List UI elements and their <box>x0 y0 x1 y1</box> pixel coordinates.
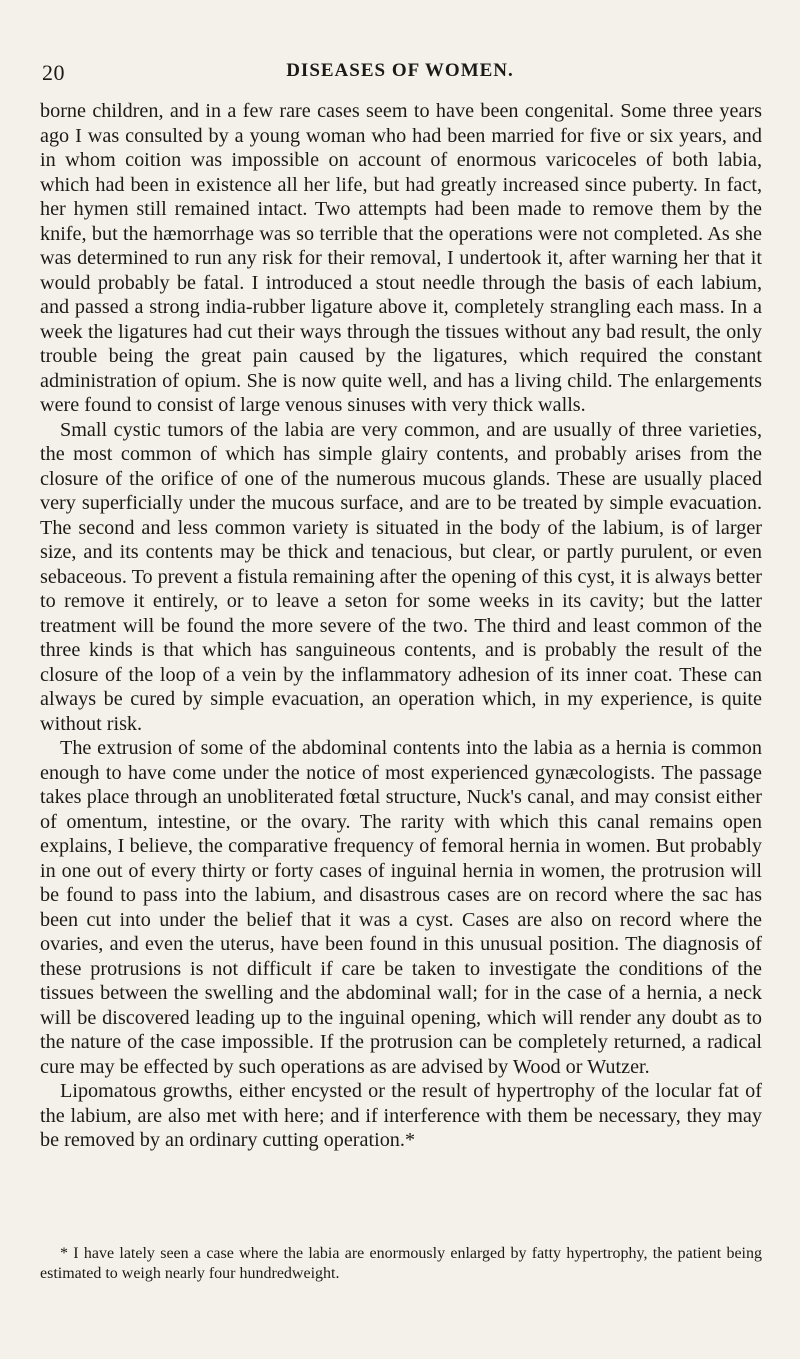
paragraph-hernia: The extrusion of some of the abdominal contents into the labia as a hernia is common enough to have come under the notice of most experienced gynæcologists. The passage takes place through an unobliterated fœtal structure, Nuck's canal, and may consist either of omentum, intestine, or the ovary. The rarity with which this canal remains open explains, I believe, the comparative frequency of femoral hernia in women. But probably in one out of every thirty or forty cases of inguinal hernia in women, the protrusion will be found to pass into the labium, and disastrous cases are on record where the sac has been cut into under the belief that it was a cyst. Cases are also on record where the ovaries, and even the uterus, have been found in this unusual position. The diagnosis of these protrusions is not difficult if care be taken to investigate the conditions of the tissues between the swelling and the abdominal wall; for in the case of a hernia, a neck will be discovered leading up to the inguinal opening, which will render any doubt as to the nature of the case impossible. If the protrusion can be completely returned, a radical cure may be effected by such operations as are advised by Wood or Wutzer. <box>40 737 762 1078</box>
paragraph-lipomatous-growths: Lipomatous growths, either encysted or the result of hypertrophy of the locular fat of the labium, are also met with here; and if interference with them be necessary, they may be removed by an ordinary cutting operation.* <box>40 1080 762 1151</box>
footnote: * I have lately seen a case where the labia are enormously enlarged by fatty hypertrophy, the patient being estimated to weigh nearly four hundredweight. <box>40 1245 762 1282</box>
paragraph-cystic-tumors: Small cystic tumors of the labia are very common, and are usually of three varieties, the most common of which has simple glairy contents, and probably arises from the closure of the orifice of one of the numerous mucous glands. These are usually placed very superficially under the mucous surface, and are to be treated by simple evacuation. The second and less common variety is situated in the body of the labium, is of larger size, and its contents may be thick and tenacious, but clear, or partly purulent, or even sebaceous. To prevent a fistula remaining after the opening of this cyst, it is always better to remove it entirely, or to leave a seton for some weeks in its cavity; but the latter treatment will be found the more severe of the two. The third and least common of the three kinds is that which has sanguineous contents, and is probably the result of the closure of the loop of a vein by the inflammatory adhesion of its inner coat. These can always be cured by simple evacuation, an operation which, in my experience, is quite without risk. <box>40 418 762 735</box>
page-header <box>42 60 758 88</box>
body-text <box>40 99 762 1153</box>
page-number: 20 <box>42 60 65 85</box>
paragraph-varicoceles: borne children, and in a few rare cases seem to have been congenital. Some three years ago I was consulted by a young woman who had been married for five or six years, and in whom coition was impossible on account of enormous varicoceles of both labia, which had been in existence all her life, but had greatly increased since puberty. In fact, her hymen still remained intact. Two attempts had been made to remove them by the knife, but the hæmorrhage was so terrible that the operations were not completed. As she was determined to run any risk for their removal, I undertook it, after warning her that it would probably be fatal. I introduced a stout needle through the basis of each labium, and passed a strong india-rubber ligature above it, completely strangling each mass. In a week the ligatures had cut their ways through the tissues without any bad result, the only trouble being the great pain caused by the ligatures, which required the constant administration of opium. She is now quite well, and has a living child. The enlargements were found to consist of large venous sinuses with very thick walls. <box>40 100 762 416</box>
running-title: DISEASES OF WOMEN. <box>286 60 514 81</box>
